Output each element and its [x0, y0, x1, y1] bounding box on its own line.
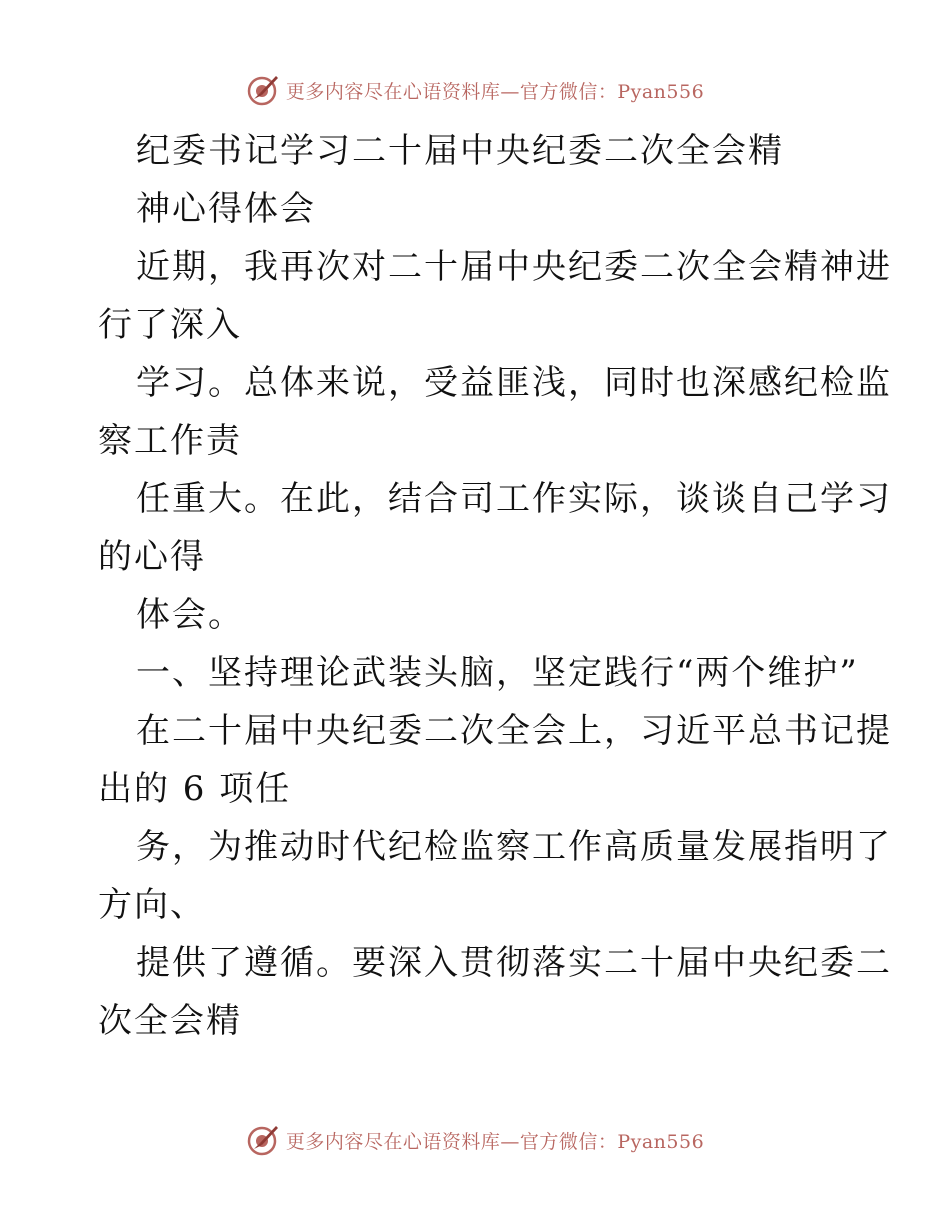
text-line: 神心得体会 — [136, 189, 316, 229]
text-line: 行了深入 — [98, 305, 242, 345]
text-line: 纪委书记学习二十届中央纪委二次全会精 — [136, 131, 784, 171]
quill-pen-logo-icon — [246, 73, 280, 107]
text-line: 任重大。在此，结合司工作实际，谈谈自己学习 — [136, 479, 892, 519]
text-line: 察工作责 — [98, 421, 242, 461]
text-line: 务，为推动时代纪检监察工作高质量发展指明了 — [136, 827, 892, 867]
text-line: 方向、 — [98, 885, 206, 925]
text-line: 出的 6 项任 — [98, 769, 292, 809]
document-body — [98, 122, 892, 1050]
text-line: 的心得 — [98, 537, 206, 577]
text-line: 学习。总体来说，受益匪浅，同时也深感纪检监 — [136, 363, 892, 403]
text-line: 近期，我再次对二十届中央纪委二次全会精神进 — [136, 247, 892, 287]
footer-banner — [0, 1120, 950, 1160]
text-line: 在二十届中央纪委二次全会上，习近平总书记提 — [136, 711, 892, 751]
footer-banner-text: 更多内容尽在心语资料库—官方微信：Pyan556 — [285, 1130, 705, 1153]
text-line: 体会。 — [136, 595, 244, 635]
text-line: 一、坚持理论武装头脑，坚定践行“两个维护” — [136, 653, 859, 693]
quill-pen-logo-icon — [246, 1123, 280, 1157]
text-line: 次全会精 — [98, 1001, 242, 1041]
header-banner — [0, 70, 950, 110]
text-line: 提供了遵循。要深入贯彻落实二十届中央纪委二 — [136, 943, 892, 983]
header-banner-text: 更多内容尽在心语资料库—官方微信：Pyan556 — [285, 80, 705, 103]
